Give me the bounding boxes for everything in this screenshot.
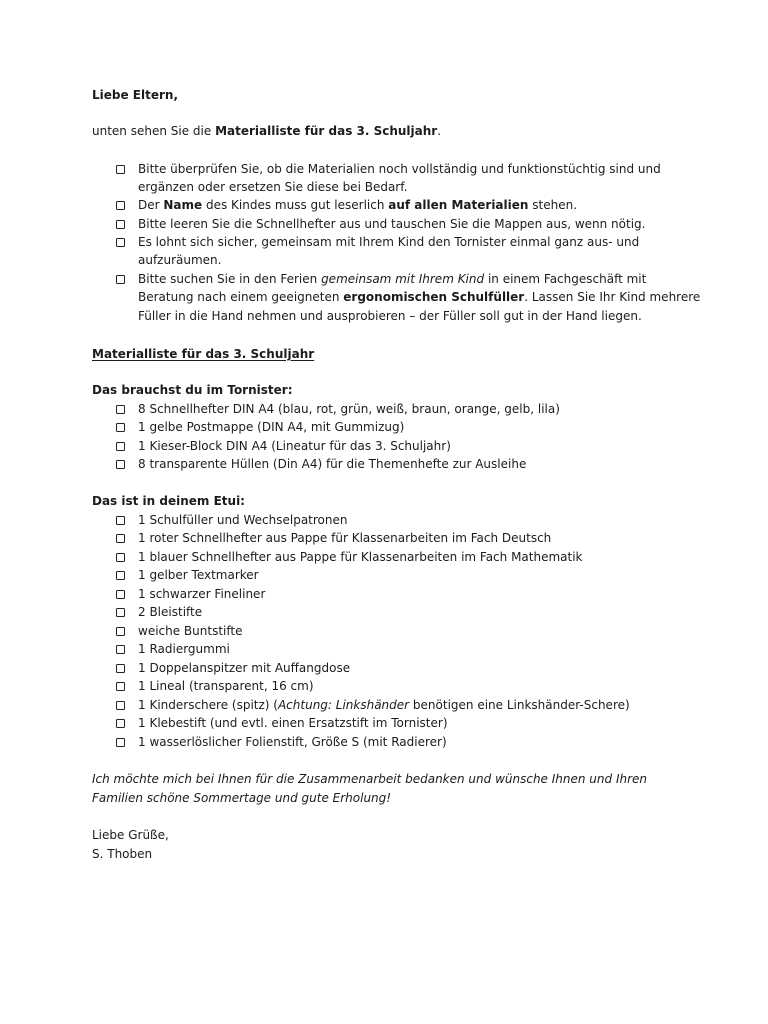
note-item-5-line-2 [138,288,700,307]
tornister-item: 8 Schnellhefter DIN A4 (blau, rot, grün, weiß, braun, orange, gelb, lila) [138,402,560,416]
note-text: Der [138,198,164,212]
greeting: Liebe Eltern, [92,88,179,102]
checkbox[interactable] [116,201,125,210]
checkbox[interactable] [116,590,125,599]
etui-item: 1 Doppelanspitzer mit Auffangdose [138,661,351,675]
checkbox[interactable] [116,682,125,691]
note-text: stehen. [528,198,578,212]
thanks-line-1: Ich möchte mich bei Ihnen für die Zusammenarbeit bedanken und wünsche Ihnen und Ihren [92,772,648,786]
checkbox[interactable] [116,627,125,636]
note-item-1-line-2: ergänzen oder ersetzen Sie diese bei Bedarf. [138,180,408,194]
note-text: Bitte suchen Sie in den Ferien [138,272,322,286]
checkbox[interactable] [116,534,125,543]
etui-item: 1 wasserlöslicher Folienstift, Größe S (mit Radierer) [138,735,447,749]
intro-suffix: . [437,124,442,138]
checkbox[interactable] [116,701,125,710]
note-item-2 [138,196,577,215]
note-italic: gemeinsam mit Ihrem Kind [321,272,485,286]
note-item-5-line-3: Füller in die Hand nehmen und ausprobieren – der Füller soll gut in der Hand liegen. [138,309,642,323]
etui-heading: Das ist in deinem Etui: [92,494,245,508]
note-item-1-line-1: Bitte überprüfen Sie, ob die Materialien noch vollständig und funktionstüchtig sind und [138,162,661,176]
tornister-heading: Das brauchst du im Tornister: [92,383,293,397]
intro-prefix: unten sehen Sie die [92,124,216,138]
etui-item-scissors [138,696,630,715]
checkbox[interactable] [116,405,125,414]
etui-item: 1 schwarzer Fineliner [138,587,266,601]
tornister-item: 8 transparente Hüllen (Din A4) für die Themenhefte zur Ausleihe [138,457,527,471]
checkbox[interactable] [116,664,125,673]
etui-item: 1 gelber Textmarker [138,568,259,582]
note-text: Beratung nach einem geeigneten [138,290,344,304]
item-italic-warning: Achtung: Linkshänder [277,698,410,712]
note-item-5-line-1 [138,270,646,289]
checkbox[interactable] [116,738,125,747]
note-item-3: Bitte leeren Sie die Schnellhefter aus und tauschen Sie die Mappen aus, wenn nötig. [138,217,646,231]
etui-item: 1 roter Schnellhefter aus Pappe für Klassenarbeiten im Fach Deutsch [138,531,552,545]
etui-item: 1 Radiergummi [138,642,230,656]
etui-item: weiche Buntstifte [138,624,243,638]
checkbox[interactable] [116,460,125,469]
closing: Liebe Grüße, [92,828,169,842]
etui-item: 1 Klebestift (und evtl. einen Ersatzstift im Tornister) [138,716,448,730]
item-text: 1 Kinderschere (spitz) ( [138,698,278,712]
note-item-4-line-1: Es lohnt sich sicher, gemeinsam mit Ihrem Kind den Tornister einmal ganz aus- und [138,235,640,249]
tornister-item: 1 gelbe Postmappe (DIN A4, mit Gummizug) [138,420,405,434]
etui-item: 1 Schulfüller und Wechselpatronen [138,513,348,527]
checkbox[interactable] [116,719,125,728]
material-list-title: Materialliste für das 3. Schuljahr [92,347,315,361]
checkbox[interactable] [116,553,125,562]
thanks-line-2: Familien schöne Sommertage und gute Erholung! [92,791,392,805]
note-text: in einem Fachgeschäft mit [484,272,647,286]
checkbox[interactable] [116,571,125,580]
intro-paragraph [92,122,441,141]
checkbox[interactable] [116,442,125,451]
note-text: . Lassen Sie Ihr Kind mehrere [524,290,701,304]
note-bold-name: Name [163,198,203,212]
etui-item: 1 Lineal (transparent, 16 cm) [138,679,314,693]
note-bold-materials: auf allen Materialien [388,198,529,212]
checkbox[interactable] [116,220,125,229]
checkbox[interactable] [116,423,125,432]
checkbox[interactable] [116,165,125,174]
checkbox[interactable] [116,516,125,525]
checkbox[interactable] [116,608,125,617]
signature: S. Thoben [92,847,153,861]
etui-item: 1 blauer Schnellhefter aus Pappe für Klassenarbeiten im Fach Mathematik [138,550,583,564]
item-text: benötigen eine Linkshänder-Schere) [409,698,630,712]
checkbox[interactable] [116,645,125,654]
note-text: des Kindes muss gut leserlich [202,198,389,212]
intro-bold: Materialliste für das 3. Schuljahr [215,124,438,138]
checkbox[interactable] [116,275,125,284]
note-item-4-line-2: aufzuräumen. [138,253,222,267]
etui-item: 2 Bleistifte [138,605,203,619]
checkbox[interactable] [116,238,125,247]
tornister-item: 1 Kieser-Block DIN A4 (Lineatur für das 3. Schuljahr) [138,439,451,453]
note-bold-pen: ergonomischen Schulfüller [343,290,525,304]
